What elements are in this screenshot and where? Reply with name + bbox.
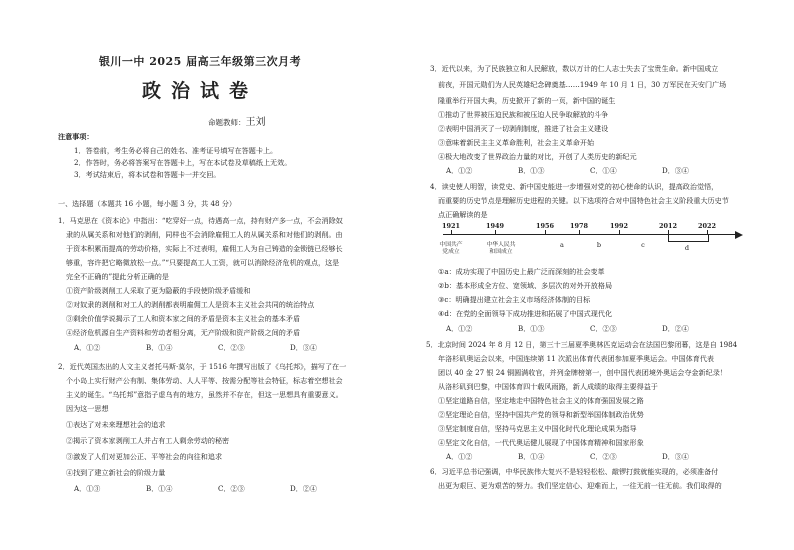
section-heading: 一、选择题（本题共 16 小题，每小题 3 分，共 48 分） xyxy=(58,199,236,208)
q1-line: 1．马克思在《资本论》中指出：“吃穿好一点，待遇高一点，持有财产多一点，不会消除奴 xyxy=(58,216,343,225)
q1-option: A．①② xyxy=(74,343,101,352)
q5-option: C．②③ xyxy=(590,452,617,461)
q2-option: A．①③ xyxy=(74,484,101,493)
right-text xyxy=(426,0,770,550)
q2-line: ④找到了建立新社会的阶级力量 xyxy=(66,468,166,477)
q3-option: B．①③ xyxy=(518,166,545,175)
q2-line: ③激发了人们对更加公正、平等社会的向往和追求 xyxy=(66,452,223,461)
q3-option: C．①④ xyxy=(590,166,617,175)
q4-item: ②b：基本形成全方位、宽领域、多层次的对外开放格局 xyxy=(438,281,613,290)
timeline-bracket xyxy=(668,235,709,242)
q3-line: ②表明中国消灭了一切剥削制度，推进了社会主义建设 xyxy=(438,124,609,133)
q3-line: 3．近代以来，为了民族独立和人民解放，数以万计的仁人志士失去了宝贵生命。新中国成立 xyxy=(430,64,719,73)
timeline-arrow-icon xyxy=(735,231,743,239)
notes-title: 注意事项： xyxy=(58,132,94,141)
q1-option: B．①④ xyxy=(146,343,173,352)
q2-option: D．②④ xyxy=(290,484,317,493)
timeline-tick xyxy=(579,230,580,235)
q1-line: 够重，容许把它略微放松一点。”“只要提高工人工资，就可以消除经济危机的观点，这是 xyxy=(66,258,340,267)
q4-item: ④d：在党的全面领导下成功推进和拓展了中国式现代化 xyxy=(438,309,613,318)
q5-option: D．③④ xyxy=(662,452,689,461)
q3-option: A．①② xyxy=(446,166,473,175)
q4-line: 4．读史使人明智，读党史、新中国史能进一步增强对党的初心使命的认识，提高政治觉悟， xyxy=(430,182,719,191)
q4-option: A．①② xyxy=(446,324,473,333)
timeline-label xyxy=(485,242,517,256)
q2-line: ②揭示了资本家剥削工人并占有工人剩余劳动的秘密 xyxy=(66,436,230,445)
q2-line: 个小岛上实行财产公有制、集体劳动、人人平等、按需分配等社会特征，标志着空想社会 xyxy=(66,376,343,385)
timeline-segment: b xyxy=(596,241,602,249)
q4-option: B．①③ xyxy=(518,324,545,333)
q1-line: ①资产阶级剥削工人采取了更为隐蔽的手段使阶级矛盾缓和 xyxy=(66,286,251,295)
note-line: 2．作答时，务必将答案写在答题卡上，写在本试卷及草稿纸上无效。 xyxy=(74,158,292,167)
q5-line: 年洛杉矶奥运会以来，中国连续第 11 次派出体育代表团参加夏季奥运会。中国体育代表 xyxy=(438,354,715,363)
q3-line: 隆重举行开国大典，历史掀开了新的一页，新中国的诞生 xyxy=(438,96,616,105)
q3-line: ①推动了世界被压迫民族和被压迫人民争取解放的斗争 xyxy=(438,110,609,119)
q4-item: ③c：明确提出建立社会主义市场经济体制的目标 xyxy=(438,295,591,304)
q5-line: ③坚定制度自信，坚持马克思主义中国化时代化理论成果为指导 xyxy=(438,424,637,433)
q1-line: 于资本积累而提高的劳动价格，实际上不过表明，雇佣工人为自己铸造的金锁链已经够长 xyxy=(66,244,343,253)
q4-option: D．②④ xyxy=(662,324,689,333)
left-text xyxy=(58,0,398,550)
q3-line: 前夜，开国元勋们为人民英雄纪念碑奠基……1949 年 10 月 1 日，30 万军民在天安门广场 xyxy=(438,80,727,89)
timeline-year: 2012 xyxy=(658,222,678,230)
q5-line: 团以 40 金 27 银 24 铜圆满收官，并列金牌榜第一，创中国代表团境外奥运会夺金新纪录！ xyxy=(438,368,727,377)
q6-line: 出更为艰巨、更为艰苦的努力。我们坚定信心、迎难而上，一往无前一往无前。我们取得的 xyxy=(438,481,722,490)
q1-option: C．②③ xyxy=(218,343,245,352)
q1-line: ④经济危机源自生产资料和劳动者相分离，无产阶级和资产阶级之间的矛盾 xyxy=(66,328,301,337)
q1-line: 完全不正确的”提此分析正确的是 xyxy=(66,272,169,281)
q1-option: D．③④ xyxy=(290,343,317,352)
timeline-label-text: 中华人民共和国成立 xyxy=(486,242,516,255)
timeline-label xyxy=(437,242,465,256)
q5-option: A．①② xyxy=(446,452,473,461)
q5-line: ①坚定道路自信，坚定地走中国特色社会主义的体育强国发展之路 xyxy=(438,396,644,405)
note-line: 3．考试结束后，将本试卷和答题卡一并交回。 xyxy=(74,170,221,179)
teacher-label: 命题教师： xyxy=(208,118,246,127)
q5-line: ④坚定文化自信，一代代奥运健儿展现了中国体育精神和国家形象 xyxy=(438,438,644,447)
timeline-label-text: 中国共产党成立 xyxy=(439,242,463,255)
teacher-name: 王刘 xyxy=(245,117,266,128)
q1-line: ③剩余价值学说揭示了工人和资本家之间的矛盾是资本主义社会的基本矛盾 xyxy=(66,314,301,323)
exam-header-subject: 政治试卷 xyxy=(141,80,258,102)
timeline-tick xyxy=(619,230,620,235)
timeline-tick xyxy=(545,230,546,235)
q4-item: ①a：成功实现了中国历史上最广泛而深刻的社会变革 xyxy=(438,267,605,276)
q3-line: ④极大地改变了世界政治力量的对比，开创了人类历史的新纪元 xyxy=(438,152,637,161)
q4-line: 点正确解读的是 xyxy=(438,210,488,219)
timeline-year: 1992 xyxy=(609,222,629,230)
q5-option: B．①④ xyxy=(518,452,545,461)
timeline-tick xyxy=(451,230,452,235)
note-line: 1．答卷前，考生务必将自己的姓名、准考证号填写在答题卡上。 xyxy=(74,146,278,155)
q5-line: 5．北京时间 2024 年 8 月 12 日，第三十三届夏季奥林匹克运动会在法国巴黎闭幕，这是自 1984 xyxy=(426,340,738,349)
q3-option: D．③④ xyxy=(662,166,689,175)
q1-line: 隶的从属关系和对他们的剥削，同样也不会消除雇佣工人的从属关系和对他们的剥削。由 xyxy=(66,230,343,239)
timeline-year: 1949 xyxy=(485,222,505,230)
q2-option: C．②③ xyxy=(218,484,245,493)
q5-line: ②坚定理论自信，坚持中国共产党的领导和新型举国体制政治优势 xyxy=(438,410,644,419)
timeline-segment: d xyxy=(684,244,690,252)
timeline-year: 1956 xyxy=(535,222,555,230)
timeline-year: 2022 xyxy=(697,222,717,230)
timeline-year: 1921 xyxy=(441,222,461,230)
q5-line: 从洛杉矶到巴黎，中国体育四十载风雨路，新人成绩的取得主要得益于 xyxy=(438,382,658,391)
q2-line: ①表达了对未来理想社会的追求 xyxy=(66,420,166,429)
q2-line: 主义的诞生。“乌托邦”意指子虚乌有的地方，虽然并不存在，但这一思想具有重要意义。 xyxy=(66,390,343,399)
q2-line: 2．近代英国杰出的人文主义者托马斯·莫尔，于 1516 年撰写出版了《乌托邦》，描写了在一 xyxy=(58,362,347,371)
timeline-segment: c xyxy=(641,241,645,249)
q6-line: 6．习近平总书记强调，中华民族伟大复兴不是轻轻松松、敲锣打鼓就能实现的，必须准备付 xyxy=(430,467,719,476)
q2-line: 因为这一思想 xyxy=(66,404,109,413)
q2-option: B．①④ xyxy=(146,484,173,493)
q4-option: C．②③ xyxy=(590,324,617,333)
exam-header-school: 银川一中 2025 届高三年级第三次月考 xyxy=(98,55,302,68)
q4-line: 而重要的历史节点是理解历史进程的关键。以下选项符合对中国特色社会主义阶段重大历史节 xyxy=(438,196,729,205)
q3-line: ③意味着新民主主义革命胜利，社会主义革命开始 xyxy=(438,138,595,147)
timeline-tick xyxy=(495,230,496,235)
timeline-segment: a xyxy=(560,241,564,249)
timeline-year: 1978 xyxy=(569,222,589,230)
q1-line: ②对奴隶的剥削和对工人的剥削都表明雇佣工人是资本主义社会共同的统治特点 xyxy=(66,300,315,309)
